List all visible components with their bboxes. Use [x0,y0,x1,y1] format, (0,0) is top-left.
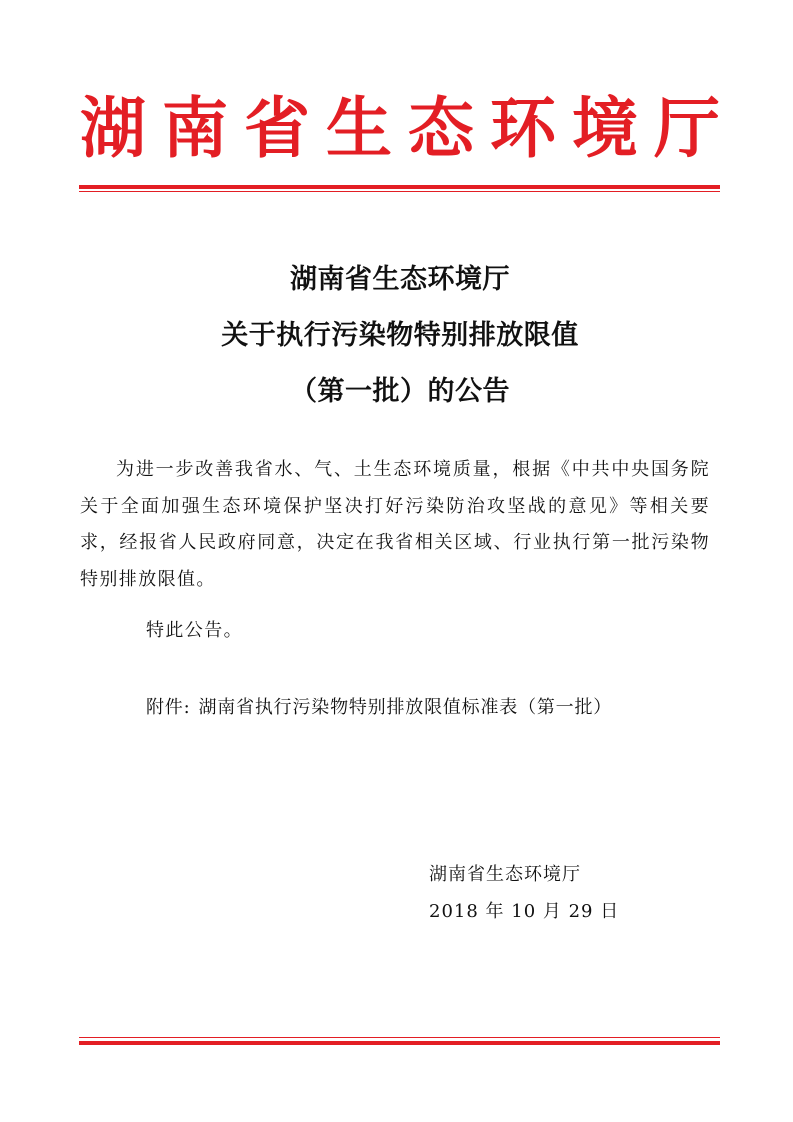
attachment-label: 附件: [146,697,191,718]
masthead-char: 生 [326,89,392,167]
header-rule-thick [79,185,720,189]
body-paragraph: 为进一步改善我省水、气、土生态环境质量，根据《中共中央国务院关于全面加强生态环境保护坚决打好污染防治攻坚战的意见》等相关要求，经报省人民政府同意，决定在我省相关区域、行业执行第一批污染物特别排放限值。 [80,459,710,590]
masthead-char: 境 [572,89,638,167]
document-title [80,252,720,420]
signature-block [429,856,689,930]
closing-text: 特此公告。 [146,620,243,641]
title-line-1: 湖南省生态环境厅 [290,264,510,295]
footer-rule-thin [79,1037,720,1038]
title-line-3: （第一批）的公告 [290,376,510,407]
title-line-2: 关于执行污染物特别排放限值 [221,320,579,351]
masthead-char: 态 [408,89,474,167]
issue-date: 2018 年 10 月 29 日 [429,901,620,922]
masthead-char: 省 [244,89,310,167]
masthead-char: 环 [490,89,556,167]
attachment-text: 湖南省执行污染物特别排放限值标准表（第一批） [198,697,613,718]
issuer-name: 湖南省生态环境厅 [429,864,581,885]
masthead-char: 湖 [80,89,146,167]
masthead-char: 南 [162,89,228,167]
attachment-line [146,693,612,723]
masthead-char: 厅 [654,89,720,167]
header-rule-thin [79,191,720,192]
masthead-title [80,88,720,168]
footer-rule-thick [79,1041,720,1045]
